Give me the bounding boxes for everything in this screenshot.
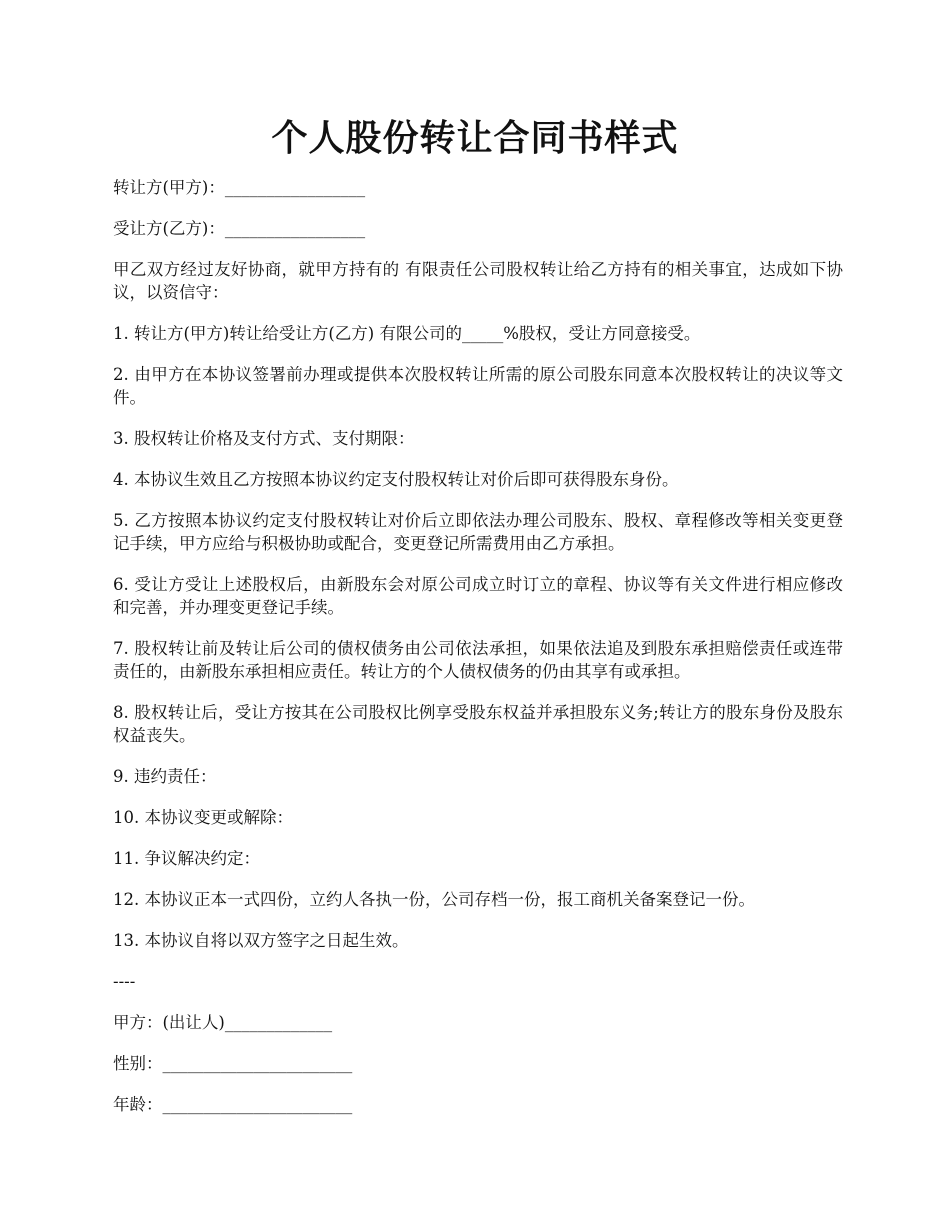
- clause-13: 13. 本协议自将以双方签字之日起生效。: [113, 931, 409, 950]
- age-line: 年龄：_______________________: [113, 1095, 353, 1114]
- transferee-line: 受让方(乙方)：_________________: [113, 219, 366, 238]
- separator: ----: [113, 972, 136, 991]
- clause-7: 7. 股权转让前及转让后公司的债权债务由公司依法承担，如果依法追及到股东承担赔偿责任或连带责任的，由新股东承担相应责任。转让方的个人债权债务的仍由其享有或承担。: [113, 639, 843, 681]
- clause-6: 6. 受让方受让上述股权后，由新股东会对原公司成立时订立的章程、协议等有关文件进行相应修改和完善，并办理变更登记手续。: [113, 575, 843, 617]
- clause-8: 8. 股权转让后，受让方按其在公司股权比例享受股东权益并承担股东义务;转让方的股东身份及股东权益丧失。: [113, 703, 843, 745]
- document-body: [113, 176, 843, 1134]
- document-title: 个人股份转让合同书样式: [271, 117, 679, 159]
- party-a-signature-line: 甲方：(出让人)_____________: [113, 1013, 333, 1032]
- clause-1: 1. 转让方(甲方)转让给受让方(乙方) 有限公司的_____%股权，受让方同意接受。: [113, 324, 701, 343]
- clause-3: 3. 股权转让价格及支付方式、支付期限：: [113, 429, 415, 448]
- intro-paragraph: 甲乙双方经过友好协商，就甲方持有的 有限责任公司股权转让给乙方持有的相关事宜，达成如下协议，以资信守：: [113, 260, 843, 302]
- clause-9: 9. 违约责任：: [113, 767, 217, 786]
- clause-11: 11. 争议解决约定：: [113, 849, 260, 868]
- clause-5: 5. 乙方按照本协议约定支付股权转让对价后立即依法办理公司股东、股权、章程修改等相关变更登记手续，甲方应给与积极协助或配合，变更登记所需费用由乙方承担。: [113, 511, 843, 553]
- transferor-line: 转让方(甲方)：_________________: [113, 178, 366, 197]
- clause-2: 2. 由甲方在本协议签署前办理或提供本次股权转让所需的原公司股东同意本次股权转让的决议等文件。: [113, 365, 843, 407]
- clause-12: 12. 本协议正本一式四份，立约人各执一份，公司存档一份，报工商机关备案登记一份。: [113, 890, 755, 909]
- clause-10: 10. 本协议变更或解除：: [113, 808, 293, 827]
- clause-4: 4. 本协议生效且乙方按照本协议约定支付股权转让对价后即可获得股东身份。: [113, 470, 679, 489]
- gender-line: 性别：_______________________: [113, 1054, 353, 1073]
